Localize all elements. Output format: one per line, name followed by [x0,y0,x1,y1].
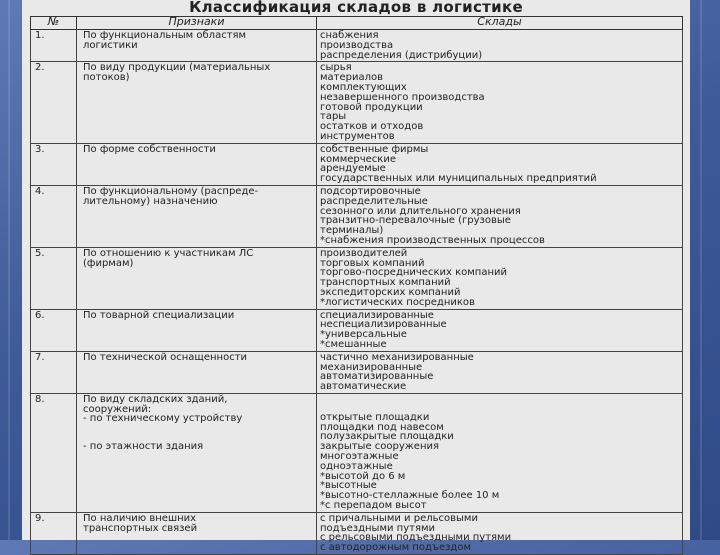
feature-line: лительному) назначению [83,195,218,207]
warehouse-type: арендуемые [320,163,386,175]
warehouse-type: торговых компаний [320,257,425,269]
background-stripe [8,0,10,540]
warehouse-cell [317,185,683,247]
feature-line: По виду складских зданий, [83,393,228,405]
warehouse-type: государственных или муниципальных предприятий [320,173,597,185]
row-number: 4. [31,185,77,247]
warehouse-type: инструментов [320,130,395,142]
warehouse-type: незавершенного производства [320,91,485,103]
warehouse-type: *высотные [320,480,377,492]
table-row [31,393,683,512]
warehouse-cell [317,351,683,393]
header-features: Признаки [77,17,317,30]
warehouse-type: закрытые сооружения [320,441,439,453]
feature-line: потоков) [83,72,130,84]
warehouse-type: *универсальные [320,329,407,341]
feature-line: По функциональному (распреде- [83,185,259,197]
feature-cell [77,247,317,309]
warehouse-type: распределительные [320,195,428,207]
feature-cell [77,30,317,62]
row-number: 8. [31,393,77,512]
warehouse-type: сезонного или длительного хранения [320,205,521,217]
row-number: 1. [31,30,77,62]
warehouse-type: транзитно-перевалочные (грузовые [320,215,511,227]
warehouse-type: открытые площадки [320,411,430,423]
header-number: № [31,17,77,30]
warehouse-type: полузакрытые площадки [320,431,454,443]
feature-line: По форме собственности [83,143,216,155]
warehouse-type: площадки под навесом [320,421,444,433]
table-header-row [31,17,683,30]
warehouse-cell [317,30,683,62]
table-row [31,30,683,62]
warehouse-type: коммерческие [320,153,396,165]
warehouse-type: *снабжения производственных процессов [320,234,545,246]
warehouse-type: производителей [320,247,408,259]
row-number: 6. [31,309,77,351]
warehouse-type: производства [320,39,394,51]
warehouse-type: *высотно-стеллажные более 10 м [320,490,500,502]
table-row [31,62,683,143]
warehouse-type: транспортных компаний [320,277,451,289]
warehouse-type [320,395,679,404]
table-row [31,185,683,247]
feature-cell [77,185,317,247]
feature-cell [77,143,317,185]
warehouse-cell [317,143,683,185]
feature-line: сооружений: [83,403,152,415]
table-row [31,309,683,351]
feature-line [83,424,313,433]
warehouse-type: с рельсовыми подъездными путями [320,532,512,544]
feature-line: транспортных связей [83,522,198,534]
warehouse-type: собственные фирмы [320,143,429,155]
feature-cell [77,393,317,512]
header-warehouses: Склады [317,17,683,30]
warehouse-type: остатков и отходов [320,121,424,133]
table-row [31,247,683,309]
feature-line: По виду продукции (материальных [83,62,271,74]
warehouse-type: автоматизированные [320,371,434,383]
warehouse-type: подъездными путями [320,522,436,534]
row-number: 5. [31,247,77,309]
warehouse-type: распределения (дистрибуции) [320,49,483,61]
warehouse-type: *смешанные [320,338,387,350]
warehouse-type: частично механизированные [320,351,474,363]
warehouse-type: одноэтажные [320,460,393,472]
warehouse-type: с причальными и рельсовыми [320,512,478,524]
warehouse-type: механизированные [320,361,423,373]
table-row [31,351,683,393]
warehouse-type: подсортировочные [320,185,421,197]
warehouse-type: автоматические [320,381,407,393]
feature-cell [77,309,317,351]
warehouse-type: тары [320,111,347,123]
warehouse-cell [317,62,683,143]
row-number: 7. [31,351,77,393]
document-title: Классификация складов в логистике [189,0,523,16]
feature-line: По функциональным областям [83,30,247,41]
table-row [31,512,683,554]
warehouse-cell [317,309,683,351]
background-stripe [700,0,702,540]
feature-line: - по техническому устройству [83,413,243,425]
row-number: 9. [31,512,77,554]
feature-cell [77,512,317,554]
warehouse-type: комплектующих [320,81,407,93]
warehouse-type: *логистических посредников [320,296,475,308]
warehouse-cell [317,393,683,512]
feature-line: По наличию внешних [83,512,197,524]
warehouse-type: готовой продукции [320,101,423,113]
warehouse-type: торгово-посреднических компаний [320,267,507,279]
warehouse-cell [317,512,683,554]
warehouse-cell [317,247,683,309]
scanned-document [22,0,690,554]
feature-line: По товарной специализации [83,309,235,321]
row-number: 2. [31,62,77,143]
feature-line: По отношению к участникам ЛС [83,247,254,259]
table-body [31,30,683,555]
feature-line: - по этажности здания [83,441,204,453]
warehouse-type: с автодорожным подъездом [320,542,471,554]
classification-table [30,16,683,555]
warehouse-type: *с перепадом высот [320,500,427,512]
feature-line: логистики [83,39,138,51]
feature-cell [77,62,317,143]
warehouse-type: специализированные [320,309,434,321]
warehouse-type: снабжения [320,30,379,41]
feature-line: (фирмам) [83,257,134,269]
row-number: 3. [31,143,77,185]
warehouse-type: сырья [320,62,352,74]
warehouse-type: многоэтажные [320,451,399,463]
warehouse-type: неспециализированные [320,319,447,331]
table-row [31,143,683,185]
warehouse-type: терминалы) [320,225,384,237]
feature-cell [77,351,317,393]
warehouse-type: материалов [320,72,384,84]
feature-line: По технической оснащенности [83,351,248,363]
warehouse-type: экспедиторских компаний [320,286,461,298]
warehouse-type: *высотой до 6 м [320,470,406,482]
